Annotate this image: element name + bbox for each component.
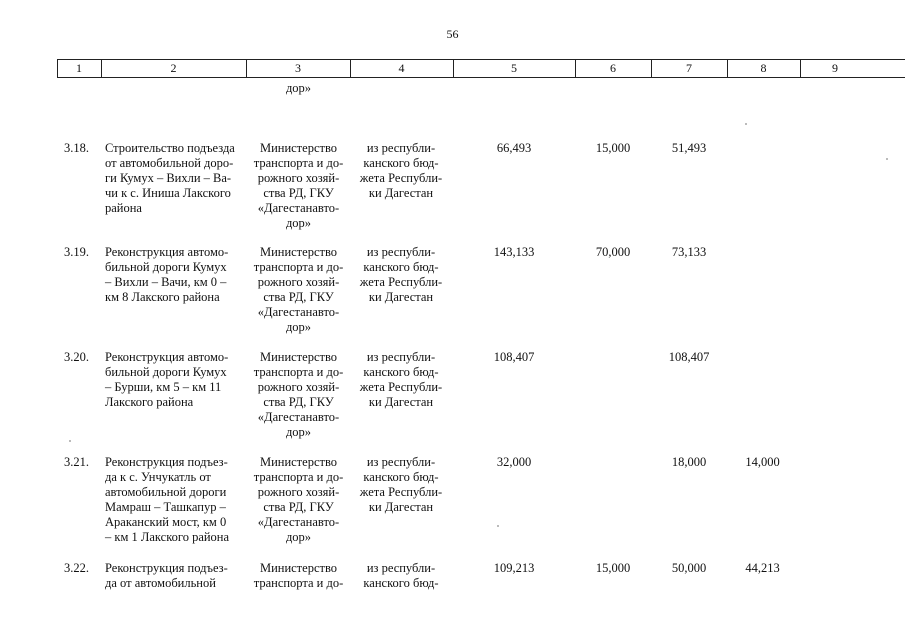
row-col6-value: 70,000 [595, 245, 631, 259]
scan-speck [886, 158, 888, 160]
row-measure-name: Строительство подъезда от автомобильной доро- ги Кумух – Вихли – Ва- чи к с. Иниша Лакского района [105, 141, 235, 215]
column-header: 5 [511, 61, 517, 75]
row-measure-name: Реконструкция автомо- бильной дороги Кумух – Бурши, км 5 – км 11 Лакского района [105, 350, 229, 409]
row-total: 143,133 [493, 245, 535, 259]
row-executor: Министерство транспорта и до- рожного хозяй- ства РД, ГКУ «Дагестанавто- дор» [253, 141, 344, 230]
column-header: 6 [610, 61, 616, 75]
row-number: 3.20. [64, 350, 89, 364]
row-measure-name: Реконструкция подъез- да к с. Унчукатль от автомобильной дороги Мамраш – Ташкапур – Араканский мост, км 0 – км 1 Лакского района [105, 455, 230, 544]
row-col6-value: 15,000 [595, 561, 631, 575]
row-total: 32,000 [496, 455, 532, 469]
column-header: 1 [76, 61, 82, 75]
row-number: 3.18. [64, 141, 89, 155]
column-header: 4 [398, 61, 405, 75]
row-executor: Министерство транспорта и до- [253, 561, 344, 590]
row-col7-value: 73,133 [671, 245, 707, 259]
row-measure-name: Реконструкция автомо- бильной дороги Кумух – Вихли – Вачи, км 0 – км 8 Лакского района [105, 245, 229, 304]
row-number: 3.21. [64, 455, 89, 469]
row-funding-source: из республи- канского бюд- жета Республи- ки Дагестан [359, 245, 443, 304]
column-header: 9 [832, 61, 838, 75]
row-funding-source: из республи- канского бюд- жета Республи- ки Дагестан [359, 350, 443, 409]
row-executor: Министерство транспорта и до- рожного хозяй- ства РД, ГКУ «Дагестанавто- дор» [253, 245, 344, 334]
continued-executor-text: дор» [285, 81, 312, 95]
row-funding-source: из республи- канского бюд- жета Республи- ки Дагестан [359, 141, 443, 200]
header-top-rule [57, 59, 905, 60]
row-number: 3.22. [64, 561, 89, 575]
row-col6-value: 15,000 [595, 141, 631, 155]
row-funding-source: из республи- канского бюд- жета Республи- ки Дагестан [359, 455, 443, 514]
row-total: 109,213 [493, 561, 535, 575]
row-executor: Министерство транспорта и до- рожного хозяй- ства РД, ГКУ «Дагестанавто- дор» [253, 350, 344, 439]
scan-speck [69, 440, 71, 442]
column-header: 3 [295, 61, 301, 75]
scan-speck [497, 525, 499, 527]
row-measure-name: Реконструкция подъез- да от автомобильной [105, 561, 228, 590]
row-total: 108,407 [493, 350, 535, 364]
column-header: 2 [170, 61, 177, 75]
row-col7-value: 51,493 [671, 141, 707, 155]
row-funding-source: из республи- канского бюд- [363, 561, 439, 590]
column-header: 7 [686, 61, 692, 75]
header-bottom-rule [57, 77, 905, 78]
page-number: 56 [446, 27, 459, 41]
column-header: 8 [760, 61, 767, 75]
row-col7-value: 50,000 [671, 561, 707, 575]
row-col8-value: 44,213 [745, 561, 780, 575]
row-col7-value: 18,000 [671, 455, 707, 469]
row-total: 66,493 [496, 141, 532, 155]
row-executor: Министерство транспорта и до- рожного хозяй- ства РД, ГКУ «Дагестанавто- дор» [253, 455, 344, 544]
row-col7-value: 108,407 [668, 350, 710, 364]
scan-speck [745, 123, 747, 125]
row-col8-value: 14,000 [745, 455, 780, 469]
row-number: 3.19. [64, 245, 89, 259]
